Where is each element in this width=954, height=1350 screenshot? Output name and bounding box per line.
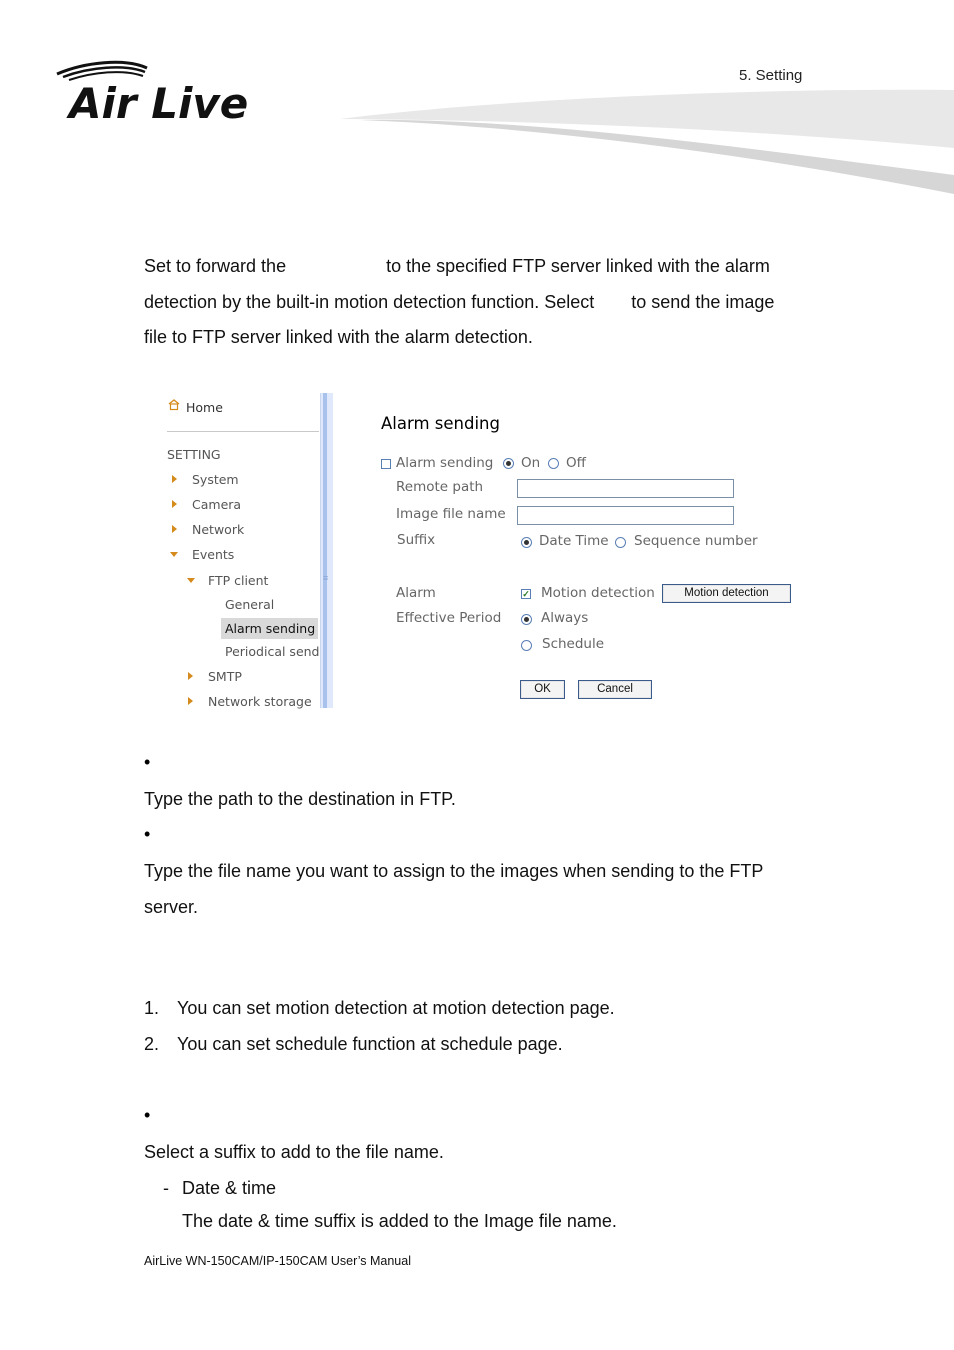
home-icon bbox=[168, 399, 180, 410]
sidebar-item-network-storage[interactable]: Network storage bbox=[208, 694, 312, 709]
note-1: 1. You can set motion detection at motion detection page. bbox=[144, 998, 615, 1018]
bullet-suffix: • bbox=[144, 1105, 151, 1125]
motion-detection-checkbox[interactable]: ✓ bbox=[522, 589, 530, 599]
period-schedule-radio[interactable] bbox=[521, 640, 532, 651]
scroll-grip-icon: ≡ bbox=[323, 573, 329, 583]
alarm-sending-label: Alarm sending bbox=[396, 455, 494, 471]
note-2: 2. You can set schedule function at schedule page. bbox=[144, 1034, 563, 1054]
chevron-right-icon bbox=[188, 697, 193, 705]
remote-path-description: Type the path to the destination in FTP. bbox=[144, 789, 456, 809]
effective-period-label: Effective Period bbox=[396, 610, 502, 626]
logo-text: Air Live bbox=[69, 79, 249, 128]
period-schedule-label: Schedule bbox=[542, 636, 605, 652]
alarm-sending-checkbox[interactable] bbox=[381, 459, 391, 469]
sidebar-item-general[interactable]: General bbox=[225, 597, 275, 612]
date-time-description: The date & time suffix is added to the Image file name. bbox=[182, 1211, 617, 1231]
date-time-item: - Date & time bbox=[163, 1178, 277, 1198]
sidebar-item-ftp-client[interactable]: FTP client bbox=[208, 573, 269, 588]
sidebar-divider bbox=[167, 431, 319, 432]
image-name-description-2: server. bbox=[144, 897, 199, 917]
cancel-button[interactable]: Cancel bbox=[578, 680, 652, 699]
sidebar-section-setting: SETTING bbox=[167, 447, 221, 462]
image-file-name-label: Image file name bbox=[396, 506, 506, 522]
suffix-sequence-radio[interactable] bbox=[615, 537, 626, 548]
suffix-date-time-radio[interactable] bbox=[521, 537, 532, 548]
motion-detection-label: Motion detection bbox=[541, 585, 655, 601]
alarm-label: Alarm bbox=[396, 585, 436, 601]
sidebar-item-network[interactable]: Network bbox=[192, 522, 245, 537]
bullet-image-file-name: • bbox=[144, 824, 151, 844]
remote-path-input[interactable] bbox=[517, 479, 734, 498]
chevron-right-icon bbox=[172, 475, 177, 483]
chevron-down-icon bbox=[187, 578, 195, 583]
chevron-right-icon bbox=[188, 672, 193, 680]
header-swoosh bbox=[340, 80, 954, 200]
motion-detection-button[interactable]: Motion detection bbox=[662, 584, 791, 603]
suffix-description: Select a suffix to add to the file name. bbox=[144, 1142, 444, 1162]
sidebar-item-camera[interactable]: Camera bbox=[192, 497, 242, 512]
section-label: 5. Setting bbox=[739, 67, 803, 84]
sidebar-item-events[interactable]: Events bbox=[192, 547, 235, 562]
airlive-logo bbox=[55, 60, 280, 126]
intro-line-2: detection by the built-in motion detection function. Select to send the image bbox=[144, 292, 775, 312]
ok-button[interactable]: OK bbox=[520, 680, 565, 699]
sidebar-item-smtp[interactable]: SMTP bbox=[208, 669, 242, 684]
chevron-right-icon bbox=[172, 525, 177, 533]
footer-manual-title: AirLive WN-150CAM/IP-150CAM User’s Manual bbox=[144, 1254, 411, 1268]
chevron-down-icon bbox=[170, 552, 178, 557]
intro-line-3: file to FTP server linked with the alarm detection. bbox=[144, 327, 533, 347]
sidebar-item-alarm-sending[interactable]: Alarm sending bbox=[221, 618, 318, 639]
sidebar-scrollbar-thumb[interactable] bbox=[323, 393, 327, 708]
chevron-right-icon bbox=[172, 500, 177, 508]
form-title: Alarm sending bbox=[381, 414, 500, 433]
period-always-radio[interactable] bbox=[521, 614, 532, 625]
alarm-off-radio[interactable] bbox=[548, 458, 559, 469]
alarm-on-radio[interactable] bbox=[503, 458, 514, 469]
alarm-off-label: Off bbox=[566, 455, 586, 471]
period-always-label: Always bbox=[541, 610, 589, 626]
intro-line-1: Set to forward the to the specified FTP server linked with the alarm bbox=[144, 256, 770, 276]
suffix-sequence-label: Sequence number bbox=[634, 533, 758, 549]
settings-sidebar bbox=[157, 393, 323, 708]
bullet-remote-path: • bbox=[144, 752, 151, 772]
suffix-label: Suffix bbox=[397, 532, 436, 548]
alarm-on-label: On bbox=[521, 455, 541, 471]
suffix-date-time-label: Date Time bbox=[539, 533, 609, 549]
sidebar-item-periodical-send[interactable]: Periodical send bbox=[225, 644, 320, 659]
image-file-name-input[interactable] bbox=[517, 506, 734, 525]
sidebar-item-system[interactable]: System bbox=[192, 472, 239, 487]
sidebar-home[interactable]: Home bbox=[186, 400, 223, 415]
remote-path-label: Remote path bbox=[396, 479, 484, 495]
settings-screenshot bbox=[157, 393, 769, 709]
image-name-description-1: Type the file name you want to assign to the images when sending to the FTP bbox=[144, 861, 764, 881]
